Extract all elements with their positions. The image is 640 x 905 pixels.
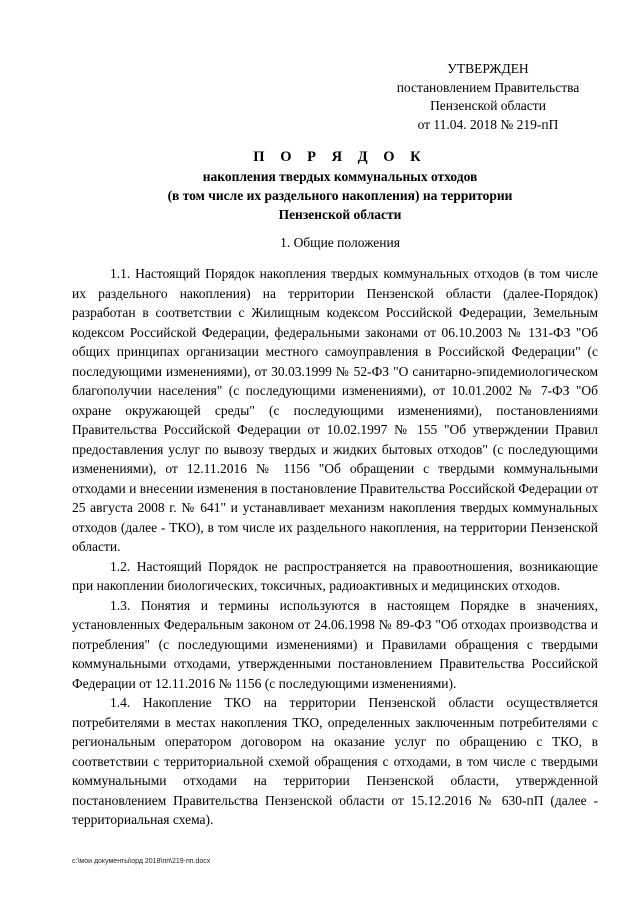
approval-stamp — [372, 60, 604, 134]
paragraph-1-2: 1.2. Настоящий Порядок не распространяется на правоотношения, возникающие при накоплении биологических, токсичных, радиоактивных и медицинских отходов. — [72, 558, 598, 593]
title-line-3: Пензенской области — [278, 207, 402, 222]
title-heading: П О Р Я Д О К — [253, 149, 427, 165]
approval-line-2: постановлением Правительства — [396, 79, 580, 95]
title-line-2: (в том числе их раздельного накопления) на территории — [167, 188, 513, 203]
document-title — [70, 148, 610, 224]
paragraph-1-1: 1.1. Настоящий Порядок накопления твердых коммунальных отходов (в том числе их раздельного накопления) на территории Пензенской области (далее-Порядок) разработан в соответствии с Жилищным кодексом Российской Федерации, Земельным кодексом Российской Федерации, федеральными законами от 06.10.2003 № 131-ФЗ "Об общих принципах организации местного самоуправления в Российской Федерации" (с последующими изменениями), от 30.03.1999 № 52-ФЗ "О санитарно-эпидемиологическом благополучии населения" (с последующими изменениями), от 10.01.2002 № 7-ФЗ "Об охране окружающей среды" (с последующими изменениями), постановлениями Правительства Российской Федерации от 10.02.1997 № 155 "Об утверждении Правил предоставления услуг по вывозу твердых и жидких бытовых отходов" (с последующими изменениями), от 12.11.2016 № 1156 "Об обращении с твердыми коммунальными отходами и внесении изменения в постановление Правительства Российской Федерации от 25 августа 2008 г. № 641" и устанавливает механизм накопления твердых коммунальных отходов (далее - ТКО), в том числе их раздельного накопления, на территории Пензенской области. — [72, 266, 598, 554]
approval-title: УТВЕРЖДЕН — [447, 61, 529, 76]
title-line-1: накопления твердых коммунальных отходов — [202, 169, 478, 184]
file-path-footer: с:\мои документы\орд 2018\пп\219-пп.docx — [72, 858, 211, 865]
document-body — [72, 264, 598, 830]
paragraph-1-3: 1.3. Понятия и термины используются в настоящем Порядке в значениях, установленных Федеральным законом от 24.06.1998 № 89-ФЗ "Об отходах производства и потребления" (с последующими изменениями) и Правилами обращения с твердыми коммунальными отходами, утвержденными постановлением Правительства Российской Федерации от 12.11.2016 № 1156 (с последующими изменениями). — [72, 597, 598, 691]
approval-line-3: Пензенской области — [430, 98, 546, 113]
paragraph-1-4: 1.4. Накопление ТКО на территории Пензенской области осуществляется потребителями в местах накопления ТКО, определенных заключенным потребителями с региональным оператором договором на оказание услуг по обращению с ТКО, в соответствии с территориальной схемой обращения с отходами, в том числе с твердыми коммунальными отходами на территории Пензенской области, утвержденной постановлением Правительства Пензенской области от 15.12.2016 № 630-пП (далее - территориальная схема). — [72, 695, 598, 827]
approval-line-4: от 11.04. 2018 № 219-пП — [417, 116, 559, 132]
section-heading: 1. Общие положения — [280, 235, 400, 250]
